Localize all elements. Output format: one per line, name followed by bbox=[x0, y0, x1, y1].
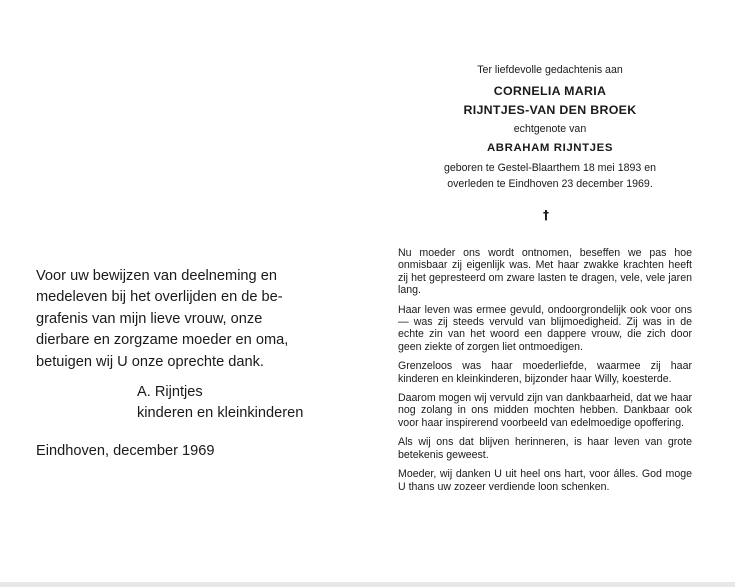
thanks-text bbox=[36, 266, 328, 373]
place-date: Eindhoven, december 1969 bbox=[36, 443, 215, 459]
thanks-line: grafenis van mijn lieve vrouw, onze bbox=[36, 310, 263, 327]
deceased-surname: RIJNTJES-VAN DEN BROEK bbox=[463, 102, 637, 117]
husband-name: ABRAHAM RIJNTJES bbox=[486, 142, 614, 154]
memorial-header bbox=[400, 62, 700, 192]
memorial-paragraph: Grenzeloos was haar moederliefde, waarmee zij haar kinderen en kleinkinderen, bijzonder haar Willy, koesterde. bbox=[398, 360, 692, 385]
signature-family: kinderen en kleinkinderen bbox=[137, 405, 304, 422]
memorial-paragraph: Daarom mogen wij vervuld zijn van dankbaarheid, dat we haar nog zolang in ons midden mochten hebben. Dankbaar ook voor haar inspirerend voorbeeld van edelmoedige opoffering. bbox=[398, 392, 692, 429]
relation-text: echtgenote van bbox=[513, 123, 587, 135]
thanks-line: betuigen wij U onze oprechte dank. bbox=[36, 353, 264, 370]
thanks-line: medeleven bij het overlijden en de be- bbox=[36, 289, 283, 306]
memorial-paragraph: Haar leven was ermee gevuld, ondoorgrondelijk ook voor ons — was zij steeds vervuld van blijmoedigheid. Zij was in de echte zin van het woord een dappere vrouw, die zich door geen ziekte of zorgen liet ontmoedigen. bbox=[398, 303, 692, 353]
cross-icon: † bbox=[543, 208, 549, 222]
birth-line: geboren te Gestel-Blaarthem 18 mei 1893 en bbox=[443, 162, 656, 174]
thank-you-note bbox=[36, 266, 328, 425]
memorial-paragraph: Moeder, wij danken U uit heel ons hart, voor álles. God moge U thans uw zozeer verdiende loon schenken. bbox=[398, 468, 692, 493]
memorial-intro: Ter liefdevolle gedachtenis aan bbox=[477, 64, 623, 76]
thanks-line: Voor uw bewijzen van deelneming en bbox=[36, 268, 277, 284]
memorial-text bbox=[398, 247, 692, 500]
memorial-paragraph: Nu moeder ons wordt ontnomen, beseffen we pas hoe onmisbaar zij eigenlijk was. Met haar zwakke krachten heeft zij het gepresteerd om zware lasten te dragen, vele, vele jaren lang. bbox=[398, 247, 692, 297]
signature-name: A. Rijntjes bbox=[137, 384, 203, 401]
death-line: overleden te Eindhoven 23 december 1969. bbox=[447, 178, 653, 190]
memorial-paragraph: Als wij ons dat blijven herinneren, is haar leven van grote betekenis geweest. bbox=[398, 436, 692, 461]
signature-block bbox=[137, 382, 328, 425]
deceased-first-names: CORNELIA MARIA bbox=[493, 84, 607, 98]
thanks-line: dierbare en zorgzame moeder en oma, bbox=[36, 332, 289, 349]
